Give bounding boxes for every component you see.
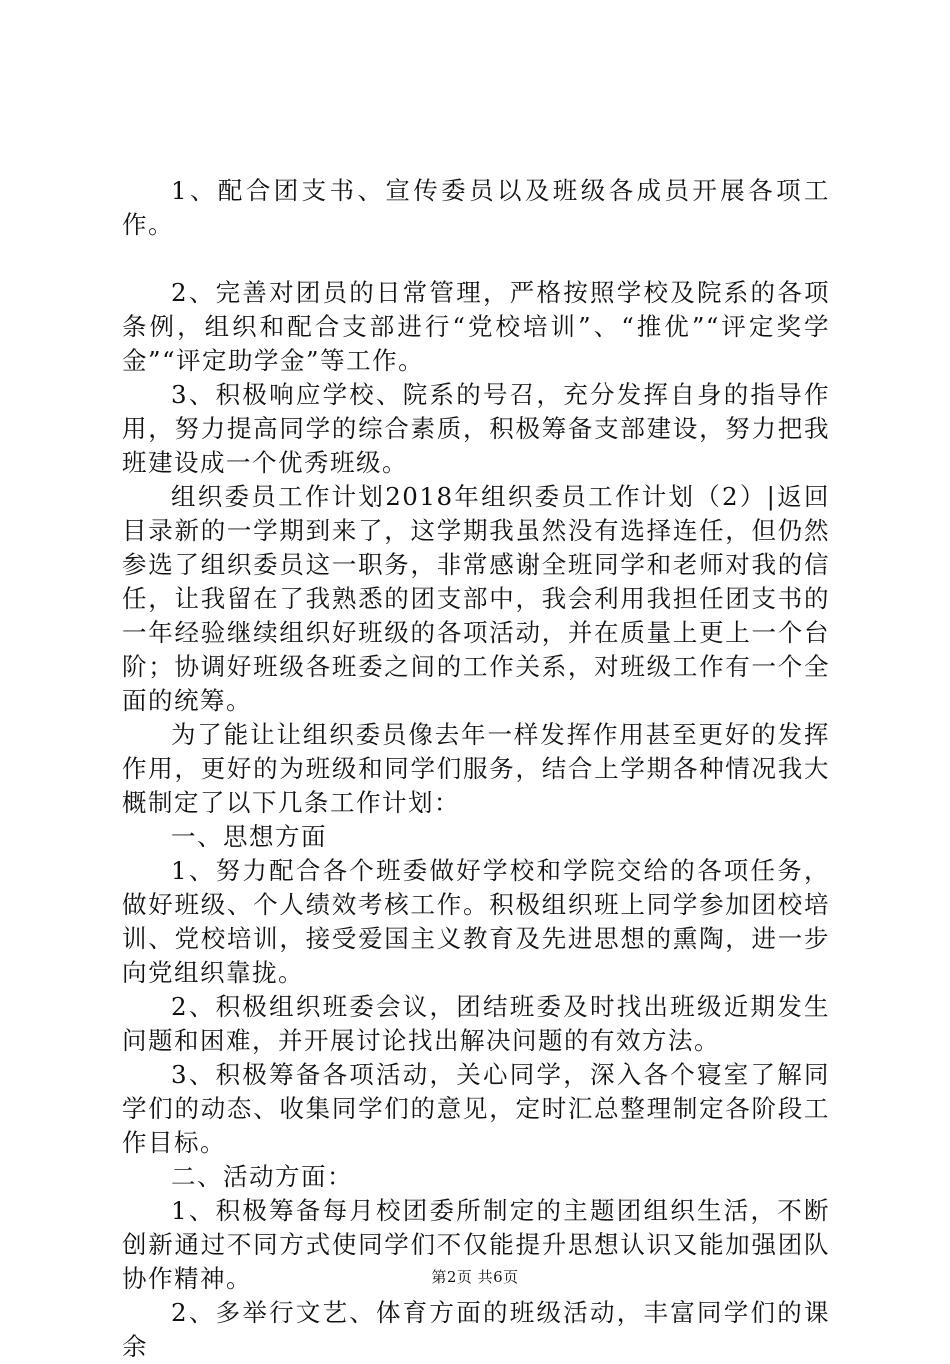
document-body xyxy=(122,174,830,1364)
paragraph: 3、积极筹备各项活动，关心同学，深入各个寝室了解同学们的动态、收集同学们的意见，定时汇总整理制定各阶段工作目标。 xyxy=(122,1060,830,1157)
paragraph: 1、配合团支书、宣传委员以及班级各成员开展各项工作。 xyxy=(122,176,830,239)
paragraph: 组织委员工作计划2018年组织委员工作计划（2）|返回目录新的一学期到来了，这学期我虽然没有选择连任，但仍然参选了组织委员这一职务，非常感谢全班同学和老师对我的信任，让我留在了我熟悉的团支部中，我会利用我担任团支书的一年经验继续组织好班级的各项活动，并在质量上更上一个台阶；协调好班级各班委之间的工作关系，对班级工作有一个全面的统筹。 xyxy=(122,482,830,715)
paragraph: 为了能让让组织委员像去年一样发挥作用甚至更好的发挥作用，更好的为班级和同学们服务，结合上学期各种情况我大概制定了以下几条工作计划： xyxy=(122,720,830,817)
paragraph: 1、努力配合各个班委做好学校和学院交给的各项任务，做好班级、个人绩效考核工作。积极组织班上同学参加团校培训、党校培训，接受爱国主义教育及先进思想的熏陶，进一步向党组织靠拢。 xyxy=(122,856,830,987)
paragraph: 1、积极筹备每月校团委所制定的主题团组织生活，不断创新通过不同方式使同学们不仅能提升思想认识又能加强团队协作精神。 xyxy=(122,1196,830,1293)
section-heading: 一、思想方面 xyxy=(171,822,327,851)
paragraph: 2、多举行文艺、体育方面的班级活动，丰富同学们的课余 xyxy=(122,1298,830,1361)
paragraph: 2、积极组织班委会议，团结班委及时找出班级近期发生问题和困难，并开展讨论找出解决问题的有效方法。 xyxy=(122,992,830,1055)
page-number-footer: 第2页 共6页 xyxy=(431,1268,519,1286)
paragraph: 2、完善对团员的日常管理，严格按照学校及院系的各项条例，组织和配合支部进行“党校培训”、“推优”“评定奖学金”“评定助学金”等工作。 xyxy=(122,278,830,375)
paragraph: 3、积极响应学校、院系的号召，充分发挥自身的指导作用，努力提高同学的综合素质，积极筹备支部建设，努力把我班建设成一个优秀班级。 xyxy=(122,380,830,477)
section-heading: 二、活动方面： xyxy=(171,1162,353,1191)
